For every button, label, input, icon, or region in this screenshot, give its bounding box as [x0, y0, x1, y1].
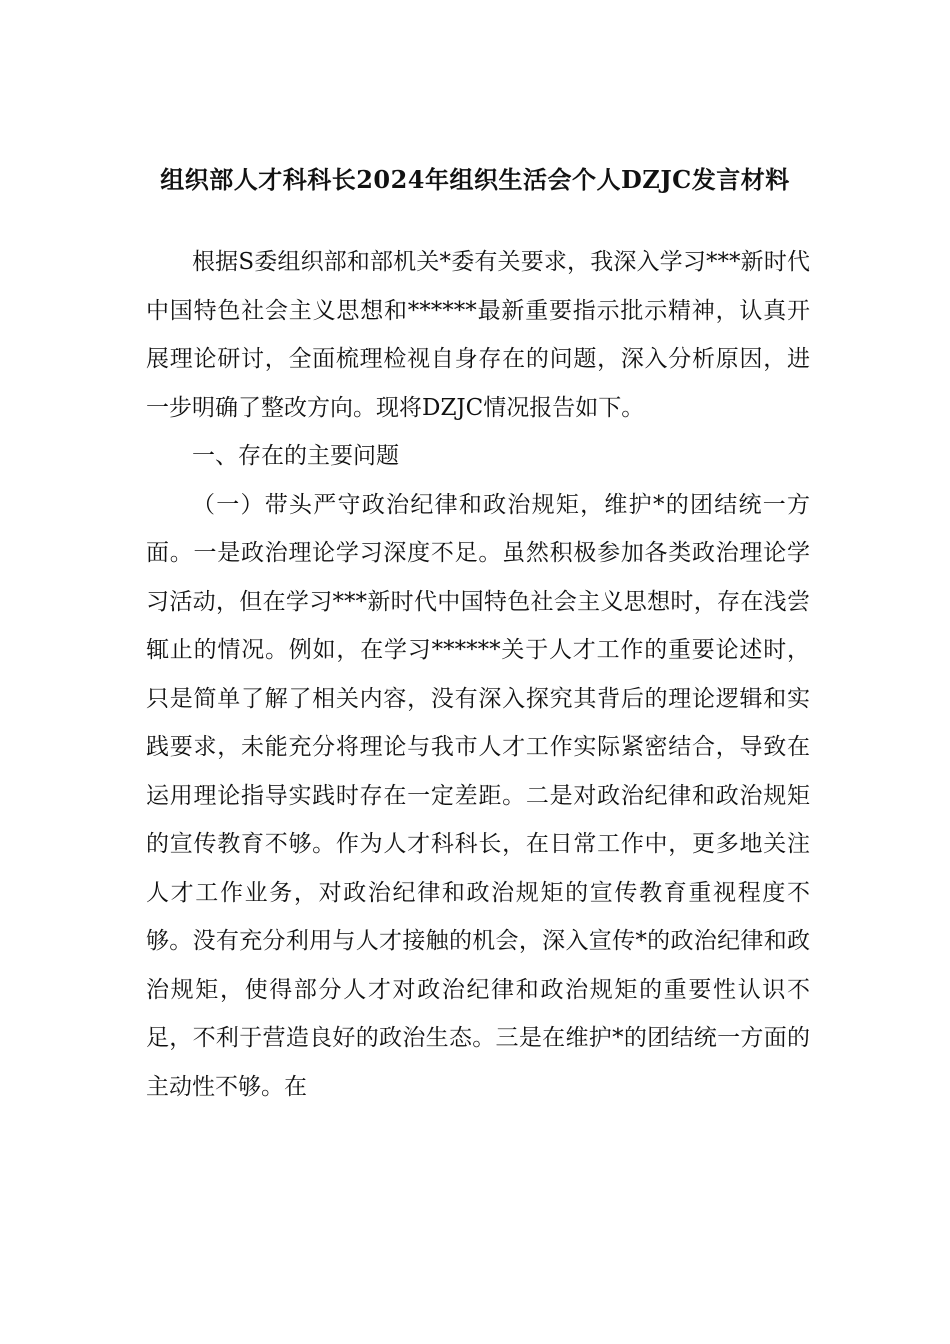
document-body [146, 238, 810, 1111]
document-title: 组织部人才科科长2024年组织生活会个人DZJC发言材料 [160, 165, 790, 194]
section-heading-problems: 一、存在的主要问题 [192, 443, 399, 469]
section-paragraph-political-discipline: （一）带头严守政治纪律和政治规矩，维护*的团结统一方面。一是政治理论学习深度不足。虽然积极参加各类政治理论学习活动，但在学习***新时代中国特色社会主义思想时，存在浅尝辄止的情况。例如，在学习******关于人才工作的重要论述时，只是简单了解了相关内容，没有深入探究其背后的理论逻辑和实践要求，未能充分将理论与我市人才工作实际紧密结合，导致在运用理论指导实践时存在一定差距。二是对政治纪律和政治规矩的宣传教育不够。作为人才科科长，在日常工作中，更多地关注人才工作业务，对政治纪律和政治规矩的宣传教育重视程度不够。没有充分利用与人才接触的机会，深入宣传*的政治纪律和政治规矩，使得部分人才对政治纪律和政治规矩的重要性认识不足，不利于营造良好的政治生态。三是在维护*的团结统一方面的主动性不够。在 [146, 491, 810, 1100]
intro-paragraph: 根据S委组织部和部机关*委有关要求，我深入学习***新时代中国特色社会主义思想和******最新重要指示批示精神，认真开展理论研讨，全面梳理检视自身存在的问题，深入分析原因，进一步明确了整改方向。现将DZJC情况报告如下。 [146, 249, 810, 421]
